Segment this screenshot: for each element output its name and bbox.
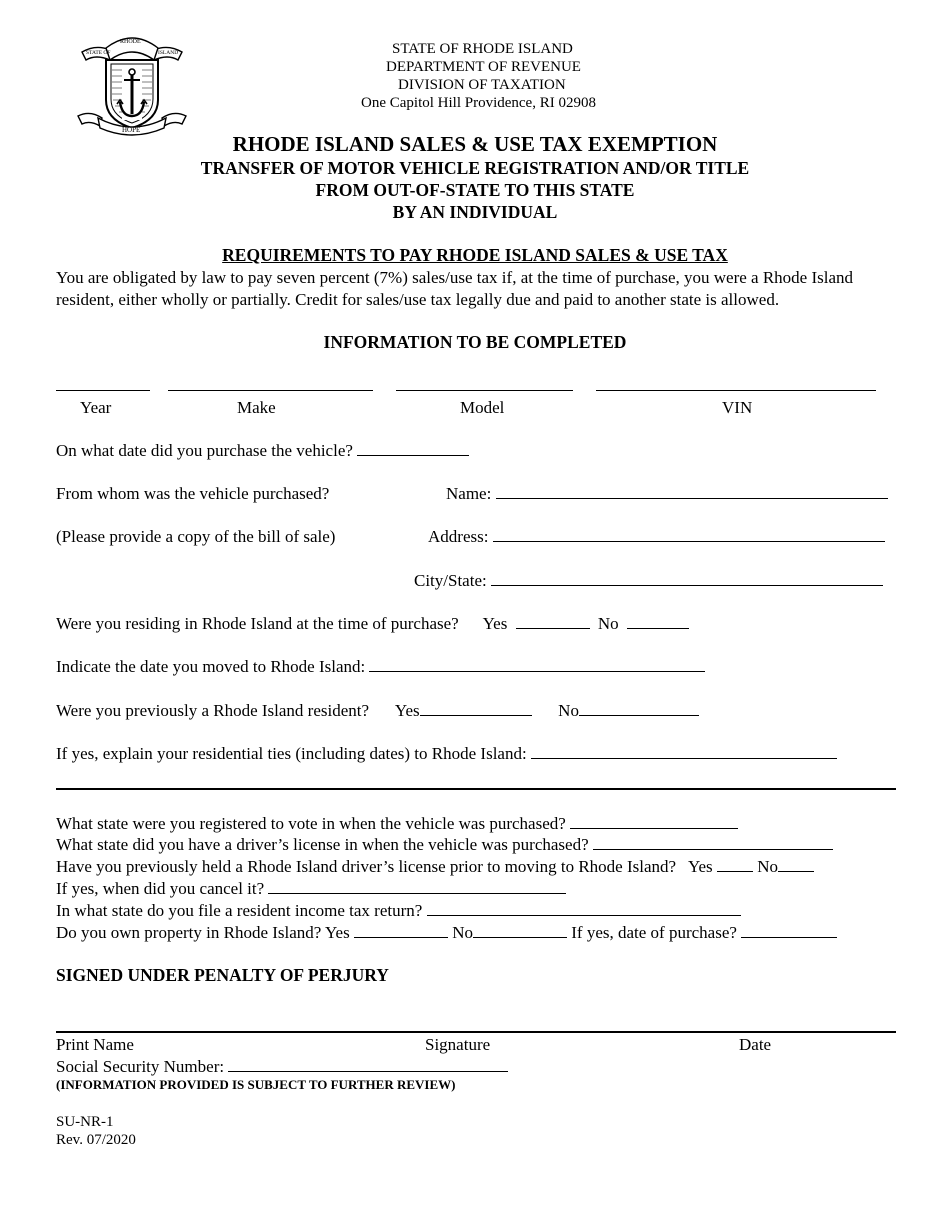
model-label: Model xyxy=(460,398,505,417)
seller-name-row xyxy=(446,484,888,504)
date-label: Date xyxy=(739,1035,772,1054)
purchase-date-row xyxy=(56,441,469,461)
property-date-question: If yes, date of purchase? xyxy=(571,923,737,942)
license-question: What state did you have a driver’s license in when the vehicle was purchased? xyxy=(56,835,589,854)
seal-right-text: ISLAND xyxy=(158,50,179,56)
property-yes-label: Yes xyxy=(324,923,350,942)
moved-date-field[interactable] xyxy=(369,657,705,672)
ssn-label: Social Security Number: xyxy=(56,1057,225,1076)
license-field[interactable] xyxy=(593,835,833,850)
ties-question: If yes, explain your residential ties (including dates) to Rhode Island: xyxy=(56,744,527,763)
agency-line-address: One Capitol Hill Providence, RI 02908 xyxy=(361,95,596,111)
form-id: SU-NR-1 xyxy=(56,1114,114,1130)
residing-row xyxy=(56,614,689,634)
moved-date-row xyxy=(56,657,705,677)
make-field[interactable] xyxy=(168,376,373,391)
seller-name-label: Name: xyxy=(446,484,492,503)
model-field[interactable] xyxy=(396,376,573,391)
income-tax-row xyxy=(56,901,741,921)
vote-field[interactable] xyxy=(570,814,738,829)
ri-license-no-field[interactable] xyxy=(778,857,814,872)
perjury-heading: SIGNED UNDER PENALTY OF PERJURY xyxy=(56,965,389,985)
requirements-heading: REQUIREMENTS TO PAY RHODE ISLAND SALES & USE TAX xyxy=(222,245,728,265)
agency-line-department: DEPARTMENT OF REVENUE xyxy=(386,59,581,75)
income-tax-question: In what state do you file a resident income tax return? xyxy=(56,901,423,920)
ties-field[interactable] xyxy=(531,744,837,759)
bill-of-sale-note: (Please provide a copy of the bill of sale) xyxy=(56,527,336,546)
agency-line-state: STATE OF RHODE ISLAND xyxy=(392,41,573,57)
license-row xyxy=(56,835,833,855)
seller-address-label: Address: xyxy=(428,527,489,546)
year-field[interactable] xyxy=(56,376,150,391)
purchase-date-question: On what date did you purchase the vehicle? xyxy=(56,441,353,460)
cancel-question: If yes, when did you cancel it? xyxy=(56,879,265,898)
previous-resident-yes-label: Yes xyxy=(394,701,420,720)
seal-left-text: STATE OF xyxy=(86,50,111,56)
ssn-row xyxy=(56,1057,508,1077)
property-date-field[interactable] xyxy=(741,923,837,938)
vin-field[interactable] xyxy=(596,376,876,391)
property-no-label: No xyxy=(452,923,473,942)
info-heading: INFORMATION TO BE COMPLETED xyxy=(323,332,627,352)
year-label: Year xyxy=(80,398,112,417)
previous-resident-question: Were you previously a Rhode Island resident? xyxy=(56,701,370,720)
signature-label: Signature xyxy=(425,1035,491,1054)
seller-city-state-field[interactable] xyxy=(491,571,883,586)
from-whom-question: From whom was the vehicle purchased? xyxy=(56,484,330,503)
ri-license-row xyxy=(56,857,814,877)
purchase-date-field[interactable] xyxy=(357,441,469,456)
requirements-body: You are obligated by law to pay seven percent (7%) sales/use tax if, at the time of purchase, you were a Rhode Island resident, either wholly or partially. Credit for sales/use tax legally due and paid to another state is allowed. xyxy=(56,268,854,309)
property-no-field[interactable] xyxy=(473,923,567,938)
seller-name-field[interactable] xyxy=(496,484,888,499)
form-revision: Rev. 07/2020 xyxy=(56,1132,136,1148)
seal-bottom-text: HOPE xyxy=(122,126,141,134)
ri-license-yes-field[interactable] xyxy=(717,857,753,872)
seal-top-text: RHODE xyxy=(120,39,141,45)
previous-resident-row xyxy=(56,701,699,721)
ties-row xyxy=(56,744,837,764)
residing-no-field[interactable] xyxy=(627,614,689,629)
seller-address-row xyxy=(428,527,885,547)
vin-label: VIN xyxy=(722,398,753,417)
cancel-field[interactable] xyxy=(268,879,566,894)
previous-resident-no-field[interactable] xyxy=(579,701,699,716)
signature-line[interactable] xyxy=(56,1031,896,1033)
section-divider-1 xyxy=(56,788,896,790)
form-title: RHODE ISLAND SALES & USE TAX EXEMPTION xyxy=(232,132,718,156)
ri-license-question: Have you previously held a Rhode Island driver’s license prior to moving to Rhode Island? xyxy=(56,857,677,876)
vote-row xyxy=(56,814,738,834)
residing-no-label: No xyxy=(597,614,619,633)
make-label: Make xyxy=(237,398,276,417)
form-subtitle-1: TRANSFER OF MOTOR VEHICLE REGISTRATION AND/OR TITLE xyxy=(200,158,750,178)
residing-yes-field[interactable] xyxy=(516,614,590,629)
seller-city-state-label: City/State: xyxy=(414,571,487,590)
residing-question: Were you residing in Rhode Island at the time of purchase? xyxy=(56,614,459,633)
income-tax-field[interactable] xyxy=(427,901,741,916)
property-question: Do you own property in Rhode Island? xyxy=(56,923,322,942)
vote-question: What state were you registered to vote in when the vehicle was purchased? xyxy=(56,814,566,833)
agency-line-division: DIVISION OF TAXATION xyxy=(398,77,566,93)
previous-resident-no-label: No xyxy=(558,701,579,720)
form-subtitle-2: FROM OUT-OF-STATE TO THIS STATE xyxy=(315,180,635,200)
form-subtitle-3: BY AN INDIVIDUAL xyxy=(392,202,558,222)
review-note: (INFORMATION PROVIDED IS SUBJECT TO FURTHER REVIEW) xyxy=(56,1077,456,1092)
previous-resident-yes-field[interactable] xyxy=(420,701,532,716)
property-yes-field[interactable] xyxy=(354,923,448,938)
state-seal-logo xyxy=(76,30,188,138)
ri-license-no-label: No xyxy=(757,857,778,876)
moved-date-question: Indicate the date you moved to Rhode Island: xyxy=(56,657,366,676)
seller-city-state-row xyxy=(414,571,883,591)
cancel-row xyxy=(56,879,566,899)
residing-yes-label: Yes xyxy=(482,614,508,633)
seller-address-field[interactable] xyxy=(493,527,885,542)
print-name-label: Print Name xyxy=(56,1035,134,1054)
property-row xyxy=(56,923,837,943)
ssn-field[interactable] xyxy=(228,1057,508,1072)
ri-license-yes-label: Yes xyxy=(687,857,713,876)
